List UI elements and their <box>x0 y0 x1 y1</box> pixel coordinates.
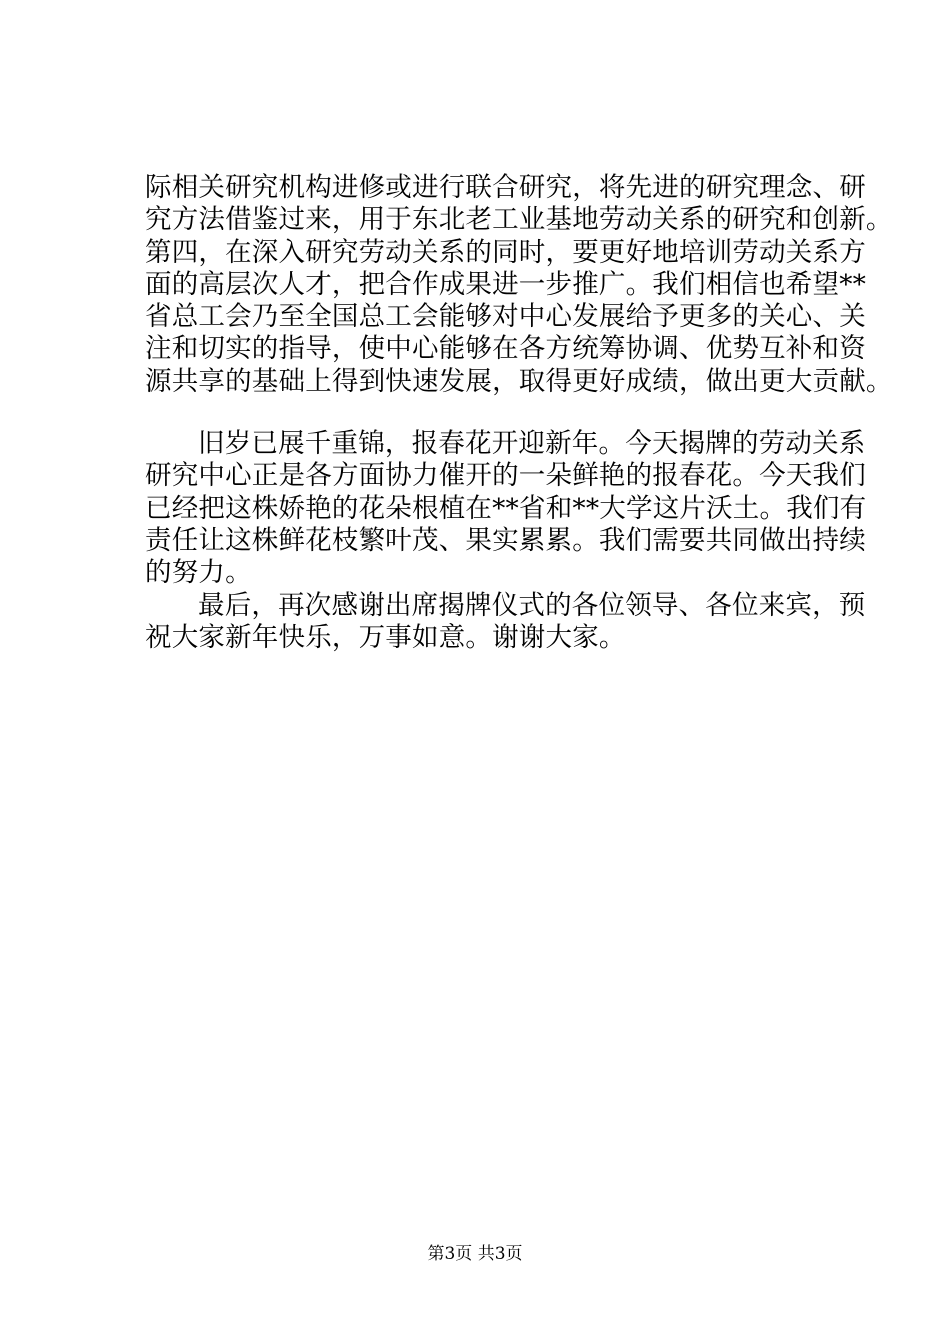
paragraph-2 <box>145 428 867 589</box>
page-number-footer: 第3页 共3页 <box>427 1244 523 1264</box>
text-line: 注和切实的指导，使中心能够在各方统筹协调、优势互补和资 <box>145 333 866 365</box>
text-line: 的努力。 <box>145 557 252 589</box>
text-line: 究方法借鉴过来，用于东北老工业基地劳动关系的研究和创新。 <box>145 204 893 236</box>
text-line: 际相关研究机构进修或进行联合研究，将先进的研究理念、研 <box>145 172 866 203</box>
text-line: 责任让这株鲜花枝繁叶茂、果实累累。我们需要共同做出持续 <box>145 524 866 556</box>
text-line: 面的高层次人才，把合作成果进一步推广。我们相信也希望** <box>145 268 867 300</box>
text-line: 已经把这株娇艳的花朵根植在**省和**大学这片沃土。我们有 <box>145 492 867 524</box>
text-line: 旧岁已展千重锦，报春花开迎新年。今天揭牌的劳动关系 <box>198 428 866 460</box>
paragraph-3 <box>145 589 866 655</box>
paragraph-1 <box>145 172 893 398</box>
paragraph-spacer <box>145 398 835 428</box>
text-line: 源共享的基础上得到快速发展，取得更好成绩，做出更大贡献。 <box>145 365 893 397</box>
document-body <box>145 172 893 654</box>
text-line: 最后，再次感谢出席揭牌仪式的各位领导、各位来宾，预 <box>198 589 866 621</box>
text-line: 第四，在深入研究劳动关系的同时，要更好地培训劳动关系方 <box>145 236 866 268</box>
text-line: 祝大家新年快乐，万事如意。谢谢大家。 <box>145 621 626 653</box>
text-line: 省总工会乃至全国总工会能够对中心发展给予更多的关心、关 <box>145 301 866 333</box>
text-line: 研究中心正是各方面协力催开的一朵鲜艳的报春花。今天我们 <box>145 460 866 492</box>
